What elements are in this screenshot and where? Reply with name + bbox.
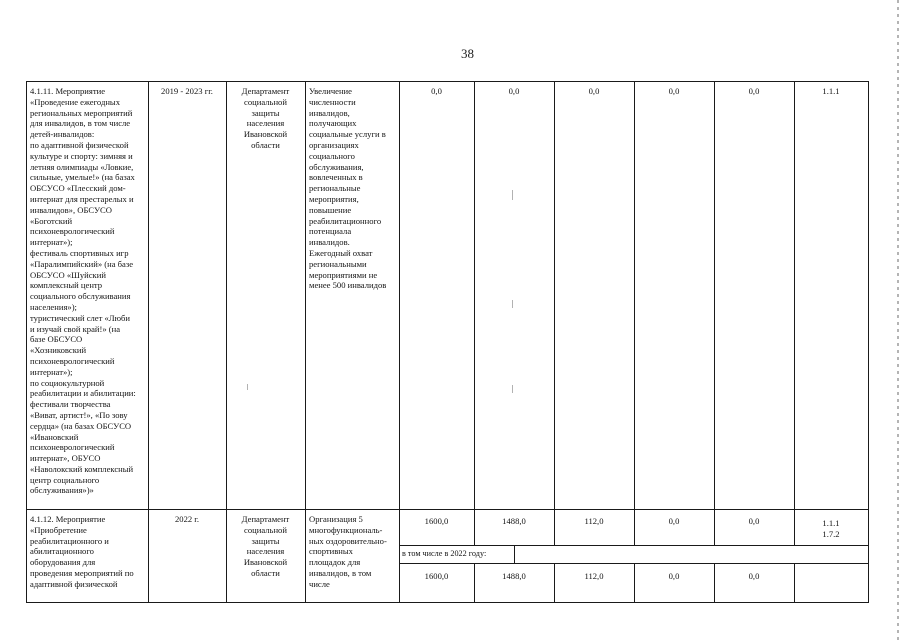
- row-2-result-cell: Организация 5 многофункциональ- ных оздоровительно- спортивных площадок для инвалидов, в том числе: [309, 514, 387, 589]
- row-2-value-4: 0,0: [668, 516, 680, 526]
- row-2-code-cell: 1.1.1 1.7.2: [822, 518, 840, 539]
- page-number: 38: [461, 46, 474, 61]
- row-1-value-5: 0,0: [748, 86, 760, 96]
- row-2-value-2: 1488,0: [502, 516, 526, 526]
- row-1-value-2: 0,0: [508, 86, 520, 96]
- row-1-code-cell: 1.1.1: [822, 86, 840, 96]
- row-2-2022-value-2: 1488,0: [502, 571, 526, 581]
- row-2-value-5: 0,0: [748, 516, 760, 526]
- row-2-2022-total: 1600,0: [424, 571, 449, 581]
- row-2-value-3: 112,0: [584, 516, 604, 526]
- row-1-result-cell: Увеличение численности инвалидов, получающих социальные услуги в организациях социального обслуживания, вовлеченных в региональные мероприятия, повышение реабилитационного потенциала инвалидов. Ежегодный охват региональными мероприятиями не менее 500 инвалидов: [309, 86, 387, 291]
- row-1-value-4: 0,0: [668, 86, 680, 96]
- row-1-executor-cell: Департамент социальной защиты населения Ивановской области: [241, 86, 290, 150]
- row-2-name-cell: 4.1.12. Мероприятие «Приобретение реабилитационного и абилитационного оборудования для проведения мероприятий по адаптивной физической: [30, 514, 134, 589]
- row-1-name-cell: 4.1.11. Мероприятие «Проведение ежегодных региональных мероприятий для инвалидов, в том числе детей-инвалидов: по адаптивной физической культуре и спорту: зимняя и летняя олимпиады «Ловкие, сильные, умелые!» (на базах ОБСУСО «Плесский дом- интернат для престарелых и инвалидов», ОБСУСО «Боготский психоневрологический интернат»); фестиваль спортивных игр «Паралимпийский» (на базе ОБСУСО «Шуйский комплексный центр социального обслуживания населения»); туристический слет «Люби и изучай свой край!» (на базе ОБСУСО «Хозниковский психоневрологический интернат»); по социокультурной реабилитации и абилитации: фестивали творчества «Виват, артист!», «По зову сердца» (на базах ОБСУСО «Ивановский психоневрологический интернат», ОБУСО «Наволокский комплексный центр социального обслуживания»)»: [30, 86, 136, 496]
- row-2-period-cell: 2022 г.: [174, 514, 200, 524]
- row-2-executor-cell: Департамент социальной защиты населения Ивановской области: [241, 514, 290, 578]
- row-1-value-3: 0,0: [588, 86, 600, 96]
- row-2-value-total: 1600,0: [424, 516, 449, 526]
- row-2-including-label: в том числе в 2022 году:: [402, 549, 487, 558]
- row-1-period-cell: 2019 - 2023 гг.: [161, 86, 213, 96]
- row-2-2022-value-3: 112,0: [584, 571, 604, 581]
- row-2-2022-value-4: 0,0: [668, 571, 680, 581]
- row-1-value-total: 0,0: [431, 86, 442, 96]
- row-2-2022-value-5: 0,0: [748, 571, 760, 581]
